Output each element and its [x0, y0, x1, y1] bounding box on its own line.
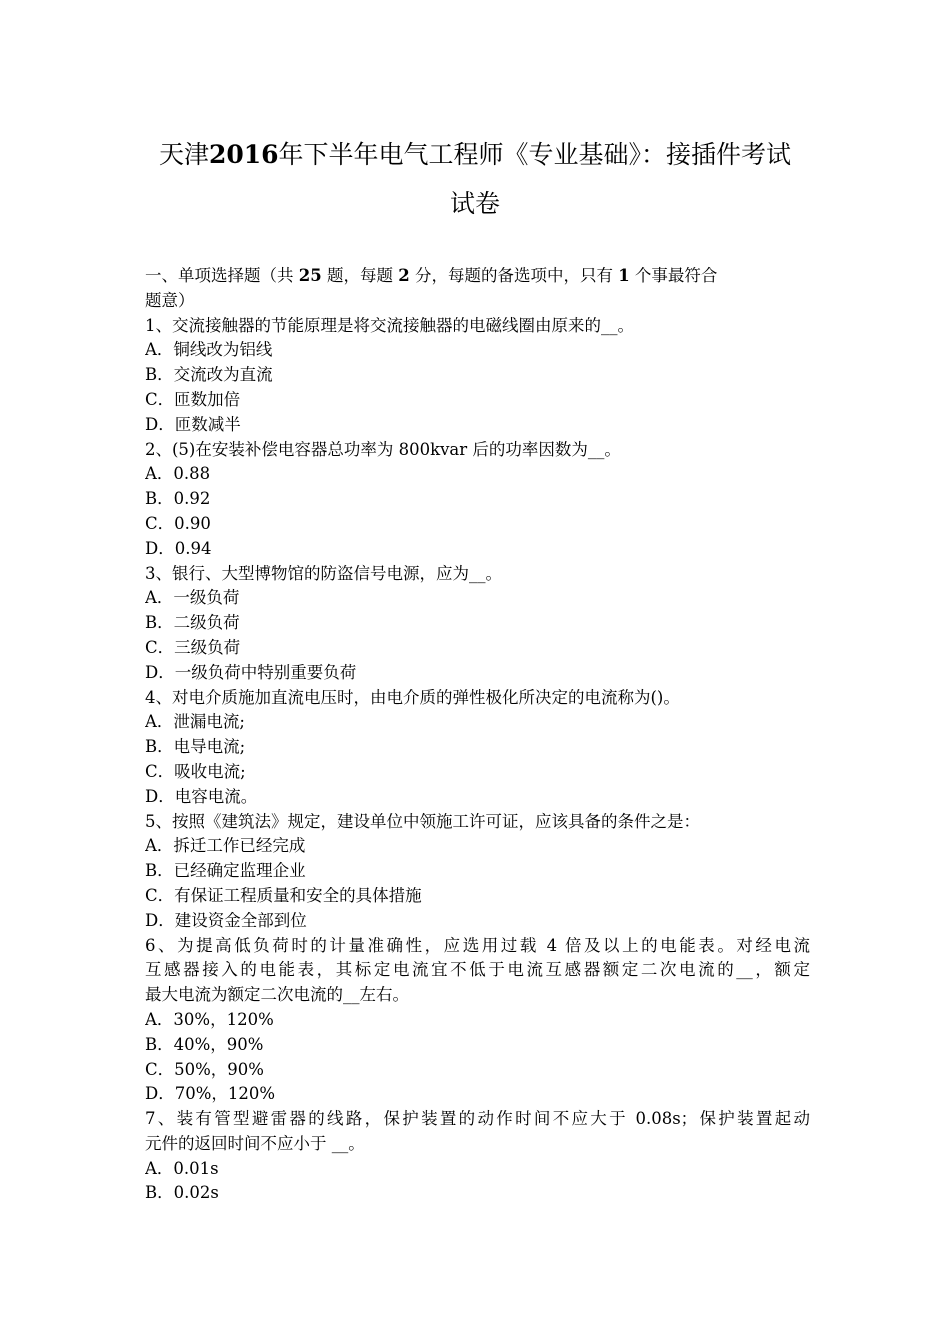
question-6-text-line1: 6、为提高低负荷时的计量准确性，应选用过载 4 倍及以上的电能表。对经电流 — [145, 935, 810, 955]
question-6-text-line3: 最大电流为额定二次电流的__左右。 — [145, 985, 409, 1005]
question-7-text-line2: 元件的返回时间不应小于 __。 — [145, 1133, 365, 1153]
section-heading-cont: 题意） — [145, 290, 195, 310]
question-3-option-c: C．三级负荷 — [145, 637, 241, 657]
question-7-option-a: A．0.01s — [145, 1158, 219, 1178]
question-6-text-line2: 互感器接入的电能表，其标定电流宜不低于电流互感器额定二次电流的__，额定 — [145, 960, 810, 980]
document-title-line2: 试卷 — [449, 189, 500, 218]
question-4-option-a: A．泄漏电流; — [145, 712, 245, 732]
question-3-option-d: D．一级负荷中特别重要负荷 — [145, 662, 357, 682]
question-5-text: 5、按照《建筑法》规定，建设单位中领施工许可证，应该具备的条件之是： — [145, 811, 700, 831]
question-5-option-d: D．建设资金全部到位 — [145, 910, 307, 930]
question-1-option-c: C．匝数加倍 — [145, 389, 241, 409]
question-1-option-d: D．匝数减半 — [145, 414, 241, 434]
question-1-text: 1、交流接触器的节能原理是将交流接触器的电磁线圈由原来的__。 — [145, 315, 634, 335]
question-6-option-b: B．40%，90% — [145, 1034, 264, 1054]
question-1-option-b: B．交流改为直流 — [145, 365, 273, 385]
question-4-option-d: D．电容电流。 — [145, 786, 258, 806]
document-title-line1: 天津2016年下半年电气工程师《专业基础》：接插件考试 — [158, 140, 792, 169]
question-7-option-b: B．0.02s — [145, 1183, 219, 1203]
section-heading: 一、单项选择题（共 25 题，每题 2 分，每题的备选项中，只有 1 个事最符合 — [145, 266, 718, 285]
question-3-option-a: A．一级负荷 — [145, 588, 240, 608]
question-1-option-a: A．铜线改为铝线 — [145, 340, 273, 360]
question-4-option-c: C．吸收电流; — [145, 761, 246, 781]
question-2-option-a: A．0.88 — [145, 464, 211, 484]
question-7-text-line1: 7、装有管型避雷器的线路，保护装置的动作时间不应大于 0.08s；保护装置起动 — [145, 1109, 810, 1129]
question-2-option-b: B．0.92 — [145, 489, 211, 509]
question-4-option-b: B．电导电流; — [145, 737, 246, 757]
question-5-option-a: A．拆迁工作已经完成 — [145, 836, 306, 856]
question-2-option-c: C．0.90 — [145, 513, 211, 533]
question-6-option-c: C．50%，90% — [145, 1059, 264, 1079]
document-body — [145, 264, 810, 1206]
question-3-option-b: B．二级负荷 — [145, 613, 240, 633]
question-3-text: 3、银行、大型博物馆的防盗信号电源，应为__。 — [145, 563, 502, 583]
question-2-option-d: D．0.94 — [145, 538, 212, 558]
question-5-option-c: C．有保证工程质量和安全的具体措施 — [145, 885, 422, 905]
question-2-text: 2、(5)在安装补偿电容器总功率为 800kvar 后的功率因数为__。 — [145, 439, 621, 459]
question-6-option-d: D．70%，120% — [145, 1084, 276, 1104]
question-5-option-b: B．已经确定监理企业 — [145, 861, 306, 881]
question-6-option-a: A．30%，120% — [145, 1009, 274, 1029]
question-4-text: 4、对电介质施加直流电压时，由电介质的弹性极化所决定的电流称为()。 — [145, 687, 680, 707]
